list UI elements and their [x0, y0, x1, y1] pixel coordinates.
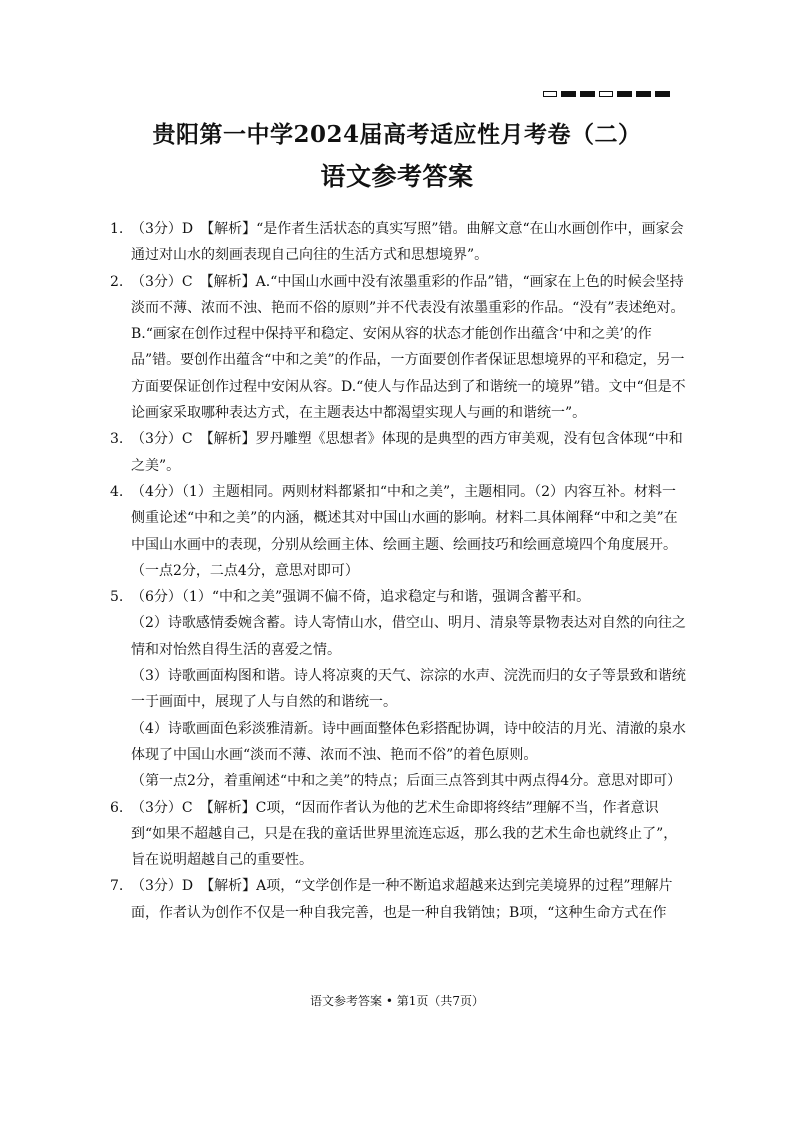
answer-text: （3分）C 【解析】A.“中国山水画中没有浓墨重彩的作品”错，“画家在上色的时候会坚持淡而不薄、浓而不浊、艳而不俗的原则”并不代表没有浓墨重彩的作品。“没有”表述绝对。B.“画家在创作过程中保持平和稳定、安闲从容的状态才能创作出蕴含‘中和之美’的作品”错。要创作出蕴含“中和之美”的作品，一方面要创作者保证思想境界的平和稳定，另一方面要保证创作过程中安闲从容。D.“使人与作品达到了和谐统一的境界”错。文中“但是不论画家采取哪种表达方式，在主题表达中都渴望实现人与画的和谐统一”。 — [131, 273, 686, 422]
page-title: 贵阳第一中学2024届高考适应性月考卷（二） — [152, 121, 642, 148]
mark-square-icon — [599, 91, 613, 97]
mark-square-icon — [580, 91, 595, 97]
answer-number: 4. — [110, 483, 124, 500]
answer-number: 7. — [110, 878, 124, 895]
answer-point: （2）诗歌感情委婉含蓄。诗人寄情山水，借空山、明月、清泉等景物表达对自然的向往之情和对怡然自得生活的喜爱之情。 — [131, 615, 686, 658]
answer-item — [110, 795, 686, 874]
page-subtitle: 语文参考答案 — [320, 162, 474, 191]
answer-item — [110, 426, 686, 479]
answer-number: 2. — [110, 273, 124, 290]
mark-square-icon — [561, 91, 576, 97]
answer-number: 3. — [110, 431, 124, 448]
answer-item — [110, 479, 686, 584]
answer-text: （4分）（1）主题相同。两则材料都紧扣“中和之美”，主题相同。（2）内容互补。材料一侧重论述“中和之美”的内涵，概述其对中国山水画的影响。材料二具体阐释“中和之美”在中国山水画中的表现，分别从绘画主体、绘画主题、绘画技巧和绘画意境四个角度展开。 — [131, 483, 678, 553]
answer-item — [110, 584, 686, 794]
barcode-marks — [543, 91, 670, 97]
scoring-note: （第一点2分，着重阐述“中和之美”的特点；后面三点答到其中两点得4分。意思对即可） — [131, 773, 682, 790]
answer-number: 5. — [110, 589, 124, 606]
answer-text: （3分）C 【解析】C项，“因而作者认为他的艺术生命即将终结”理解不当，作者意识到“如果不超越自己，只是在我的童话世界里流连忘返，那么我的艺术生命也就终止了”，旨在说明超越自己的重要性。 — [131, 799, 678, 869]
answer-text: （3分）D 【解析】A项，“文学创作是一种不断追求超越来达到完美境界的过程”理解片面，作者认为创作不仅是一种自我完善，也是一种自我销蚀；B项，“这种生命方式在作 — [131, 878, 673, 921]
answer-number: 1. — [110, 221, 124, 237]
answer-text: （3分）D 【解析】“是作者生活状态的真实写照”错。曲解文意“在山水画创作中，画家会通过对山水的刻画表现自己向往的生活方式和思想境界”。 — [131, 221, 684, 264]
answer-item — [110, 873, 686, 926]
answer-item — [110, 269, 686, 427]
page-footer: 语文参考答案 • 第1页（共7页） — [310, 994, 484, 1008]
answer-text: （3分）C 【解析】罗丹雕塑《思想者》体现的是典型的西方审美观，没有包含体现“中和之美”。 — [131, 431, 683, 474]
answer-text: （6分）（1）“中和之美”强调不偏不倚，追求稳定与和谐，强调含蓄平和。 — [131, 589, 591, 606]
answer-number: 6. — [110, 799, 124, 816]
answer-point: （4）诗歌画面色彩淡雅清新。诗中画面整体色彩搭配协调，诗中皎洁的月光、清澈的泉水体现了中国山水画“淡而不薄、浓而不浊、艳而不俗”的着色原则。 — [131, 720, 686, 763]
scoring-note: （一点2分，二点4分，意思对即可） — [131, 562, 359, 579]
mark-square-icon — [655, 91, 670, 97]
answer-item — [110, 216, 686, 269]
mark-square-icon — [617, 91, 632, 97]
answer-point: （3）诗歌画面构图和谐。诗人将凉爽的天气、淙淙的水声、浣洗而归的女子等景致和谐统一于画面中，展现了人与自然的和谐统一。 — [131, 668, 686, 711]
answer-list — [110, 216, 686, 926]
mark-square-icon — [543, 91, 557, 97]
mark-square-icon — [636, 91, 651, 97]
